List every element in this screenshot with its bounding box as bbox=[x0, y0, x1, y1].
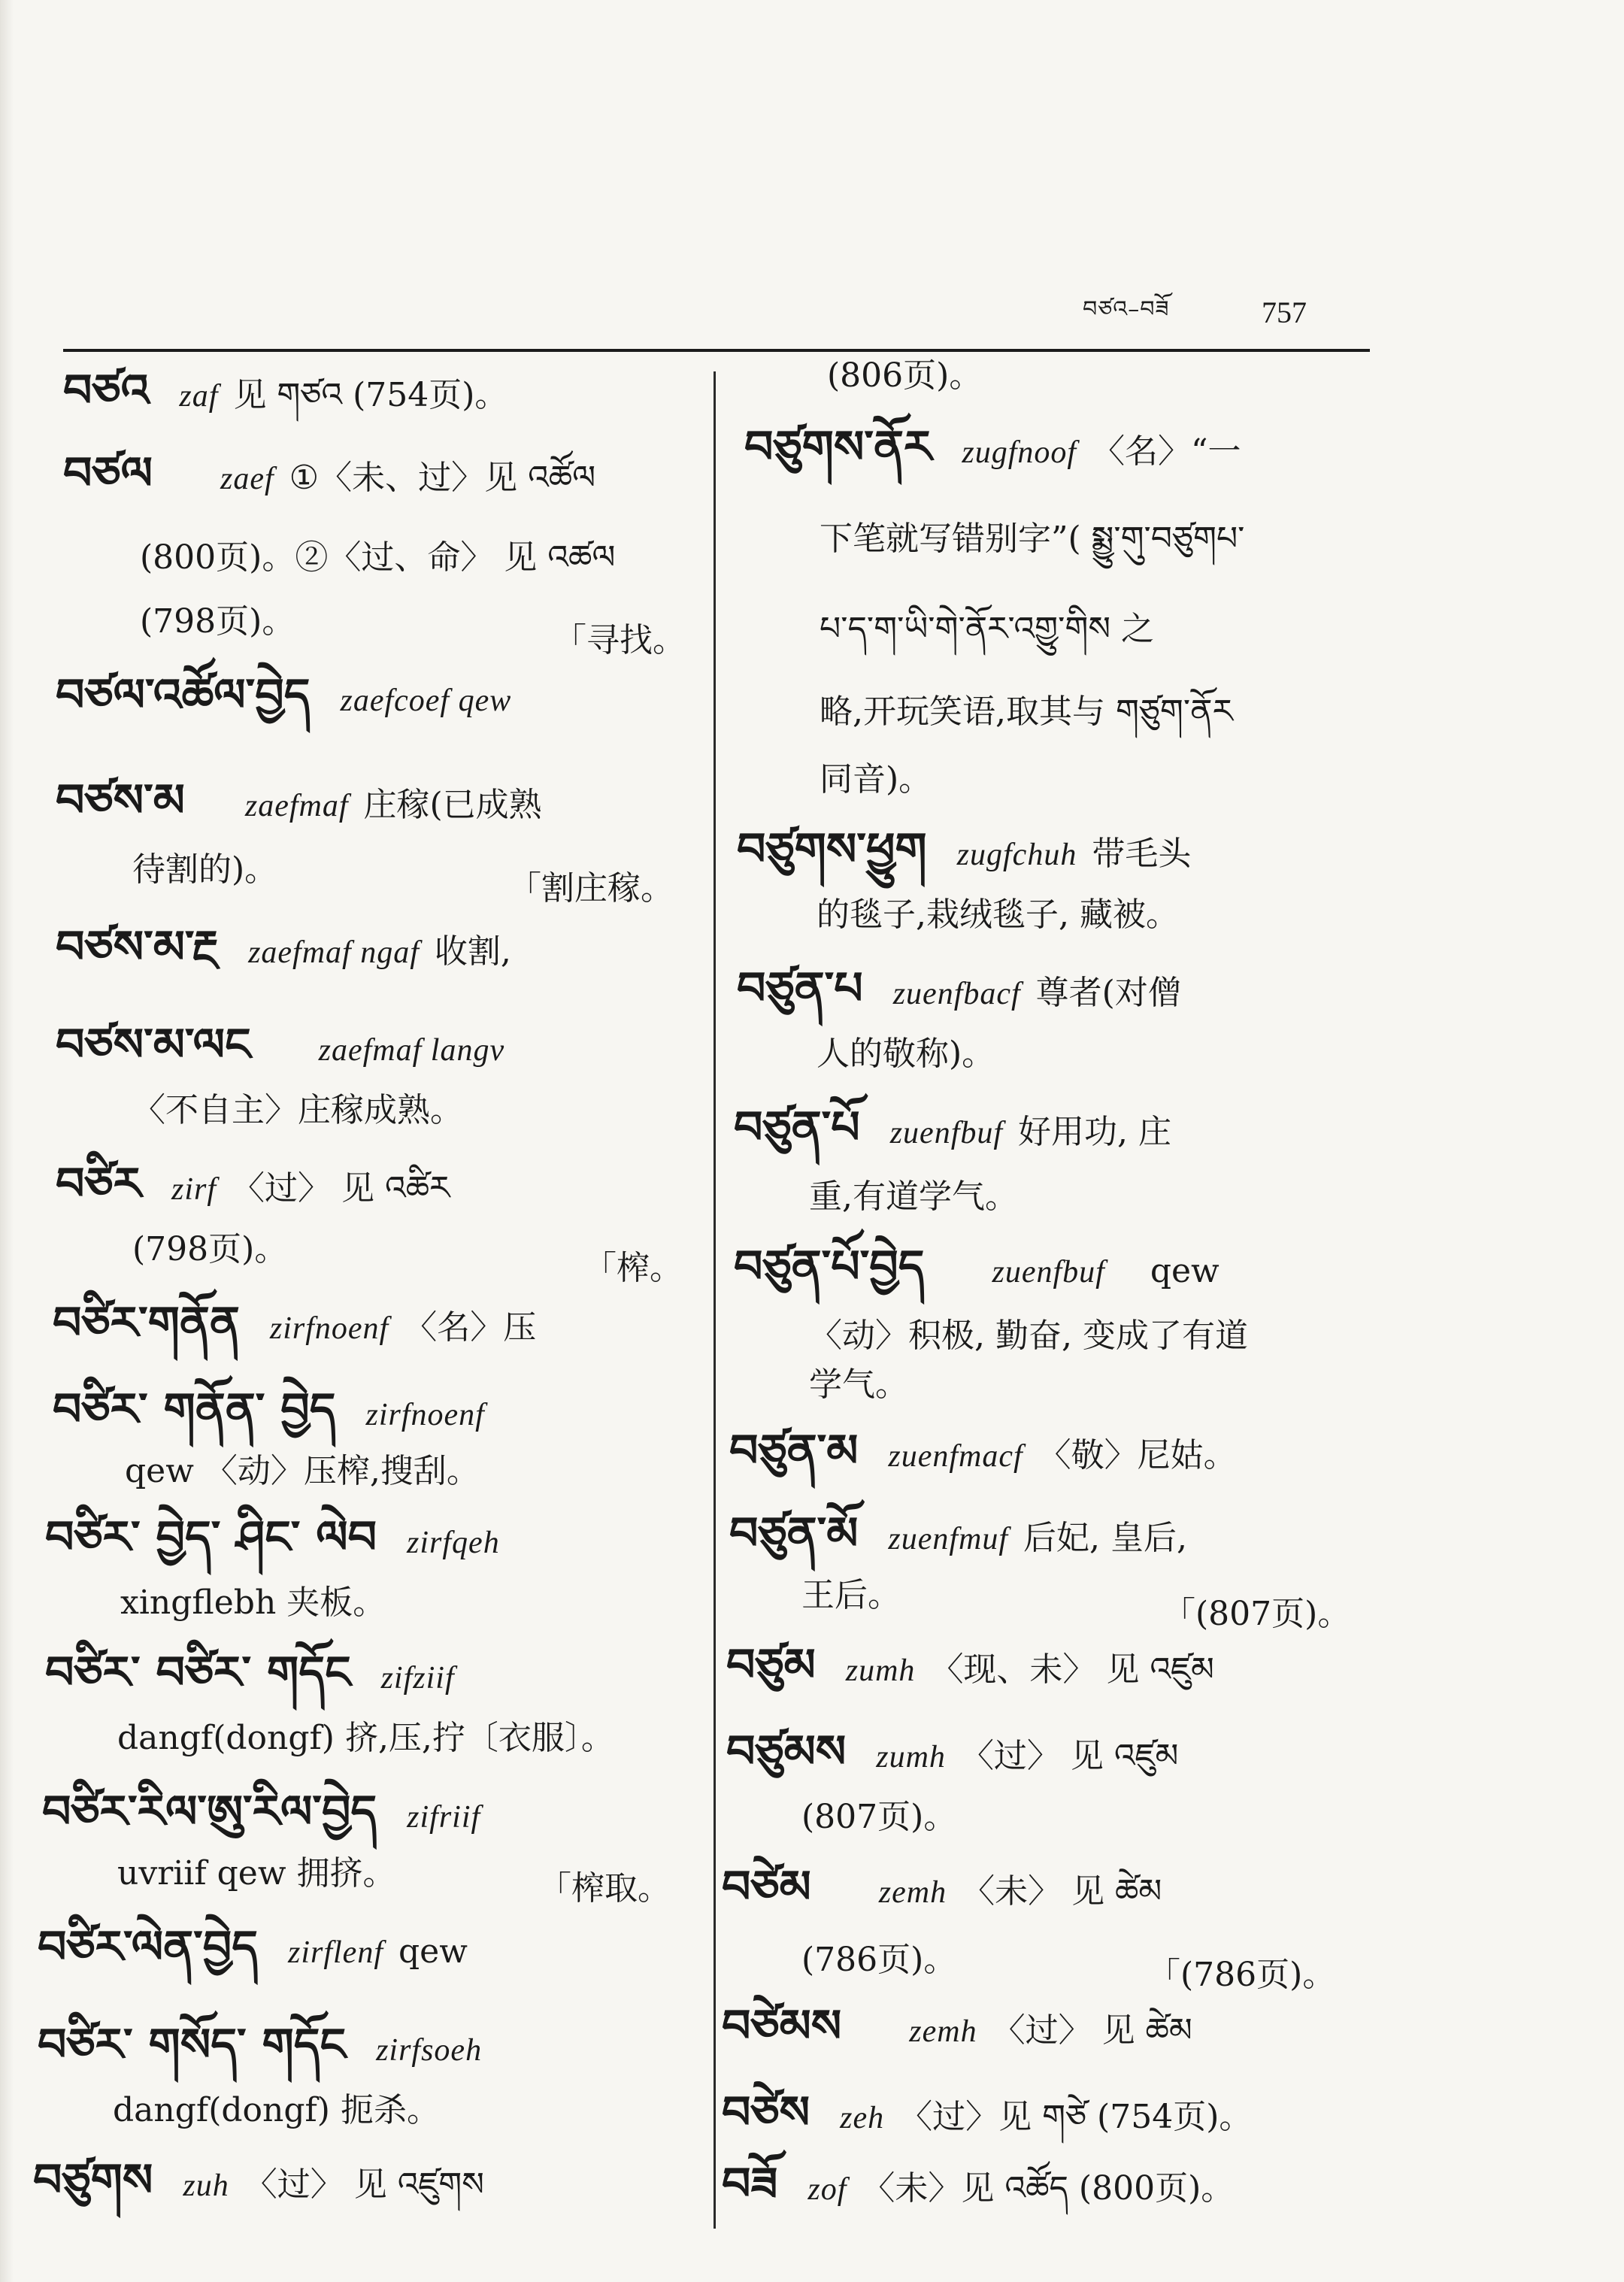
entry-continuation: (798页)。 bbox=[132, 1230, 288, 1268]
entry-continuation: 下笔就写错别字”( སྨྱུ་གུ་བཙུགཔ་ bbox=[820, 520, 1245, 558]
entry-definition: 〈未〉 见 ཚེམ bbox=[962, 1872, 1162, 1911]
entry-romanization: zaef bbox=[220, 462, 274, 496]
entry-headword: བཙུན་པ bbox=[737, 962, 863, 1015]
dictionary-entry bbox=[33, 2154, 484, 2207]
entry-romanization: zof bbox=[807, 2172, 847, 2207]
entry-definition: 后妃, 皇后, bbox=[1023, 1519, 1187, 1557]
entry-continuation: (806页)。 bbox=[827, 356, 983, 395]
entry-headword: བཙིར bbox=[56, 1158, 141, 1211]
entry-romanization: zaefmaf bbox=[244, 789, 349, 823]
entry-continuation: 略,开玩笑语,取其与 གཙུག་ནོར bbox=[820, 692, 1233, 731]
entry-continuation: 的毯子,栽绒毯子, 藏被。 bbox=[817, 896, 1179, 934]
entry-romanization: zirfsoeh bbox=[376, 2033, 483, 2068]
entry-definition: 庄稼(已成熟 bbox=[363, 786, 542, 824]
entry-headword: བཙེམས bbox=[722, 2000, 842, 2053]
entry-continuation: 学气。 bbox=[809, 1365, 908, 1404]
entry-continuation: 〈动〉积极, 勤奋, 变成了有道 bbox=[809, 1317, 1248, 1355]
entry-continuation: (807页)。 bbox=[801, 1798, 957, 1836]
dictionary-entry bbox=[53, 1297, 537, 1350]
entry-headword: བཙུམས bbox=[726, 1726, 847, 1778]
entry-romanization: zifziif bbox=[380, 1661, 455, 1696]
dictionary-entry bbox=[729, 1508, 1187, 1560]
entry-romanization: zirfnoenf bbox=[365, 1398, 485, 1432]
entry-romanization: zirf bbox=[171, 1172, 217, 1207]
entry-definition: 收割, bbox=[434, 932, 511, 971]
entry-romanization: zaf bbox=[179, 379, 219, 414]
entry-headword: བཙུན་པོ་བྱེད bbox=[734, 1241, 925, 1293]
entry-headword: བཙས་མ bbox=[56, 774, 185, 827]
entry-continuation: 〈不自主〉庄稼成熟。 bbox=[132, 1091, 463, 1129]
entry-definition: 带毛头 bbox=[1092, 835, 1192, 873]
dictionary-entry bbox=[737, 823, 1192, 876]
entry-headword: བཙས་མ་རྔ bbox=[56, 921, 219, 974]
entry-continuation: uvriif qew 拥挤。 bbox=[117, 1854, 396, 1893]
page-edge bbox=[0, 0, 14, 2282]
entry-definition: 〈过〉 见 འཛུགས bbox=[244, 2165, 484, 2204]
entry-definition: 〈过〉见 གཙེ (754页)。 bbox=[899, 2098, 1253, 2136]
dictionary-entry bbox=[737, 962, 1181, 1015]
entry-headword: བཙའ bbox=[63, 365, 150, 417]
entry-definition: 〈名〉压 bbox=[404, 1308, 537, 1347]
entry-romanization: zemh bbox=[878, 1875, 947, 1910]
entry-definition: 尊者(对僧 bbox=[1035, 974, 1181, 1012]
entry-romanization: zirfnoenf bbox=[269, 1311, 389, 1346]
dictionary-entry bbox=[56, 774, 542, 827]
entry-headword: བཙལ་འཚོལ་བྱེད bbox=[56, 669, 311, 722]
entry-romanization: zuenfbuf bbox=[992, 1255, 1105, 1289]
entry-headword: བཙུམ bbox=[726, 1639, 816, 1692]
entry-romanization: zeh bbox=[840, 2101, 885, 2135]
entry-definition: ①〈未、过〉见 འཚོལ bbox=[289, 459, 596, 497]
entry-continuation: qew 〈动〉压榨,搜刮。 bbox=[125, 1452, 480, 1490]
dictionary-entry bbox=[744, 421, 1241, 474]
entry-headword: བཙིར་ གསོད་ གདོང bbox=[38, 2019, 347, 2071]
entry-romanization: zuenfbacf bbox=[892, 977, 1021, 1011]
margin-note: 「寻找。 bbox=[553, 621, 686, 659]
header-rule bbox=[63, 349, 1370, 352]
entry-headword: བཙུན་པོ bbox=[734, 1102, 860, 1154]
entry-continuation: dangf(dongf) 扼杀。 bbox=[113, 2091, 440, 2129]
dictionary-entry bbox=[63, 365, 508, 417]
entry-headword: བཙིར་རིལ་ཨུ་རིལ་བྱེད bbox=[42, 1786, 377, 1838]
dictionary-entry bbox=[45, 1647, 470, 1699]
entry-romanization: zumh bbox=[876, 1740, 946, 1774]
entry-headword: བཙིར་ བྱེད་ ཤིང་ ལེབ bbox=[45, 1511, 377, 1564]
entry-headword: བཙིར་ལེན་བྱེད bbox=[38, 1921, 258, 1974]
entry-headword: བཙིར་གནོན bbox=[53, 1297, 240, 1350]
entry-romanization: zuenfmuf bbox=[888, 1522, 1009, 1556]
entry-headword: བཙེས bbox=[722, 2087, 810, 2139]
dictionary-entry bbox=[56, 1019, 520, 1071]
entry-romanization: zugfnoof bbox=[962, 435, 1077, 470]
entry-continuation: 人的敬称)。 bbox=[817, 1035, 995, 1073]
dictionary-entry bbox=[734, 1241, 1220, 1293]
page-number: 757 bbox=[1262, 295, 1307, 329]
margin-note: 「(786页)。 bbox=[1147, 1956, 1336, 1994]
entry-continuation: (786页)。 bbox=[801, 1941, 957, 1979]
entry-continuation: 王后。 bbox=[801, 1576, 901, 1614]
entry-definition: 〈现、未〉 见 འཛུམ bbox=[930, 1650, 1214, 1689]
entry-continuation: 重,有道学气。 bbox=[809, 1177, 1018, 1216]
dictionary-entry bbox=[45, 1511, 515, 1564]
entry-continuation: xingflebh 夹板。 bbox=[120, 1583, 386, 1622]
entry-headword: བཙལ bbox=[63, 447, 153, 500]
margin-note: 「榨取。 bbox=[538, 1869, 671, 1908]
entry-definition: 〈敬〉尼姑。 bbox=[1038, 1436, 1237, 1474]
entry-headword: བཟོ bbox=[722, 2158, 778, 2211]
dictionary-entry bbox=[722, 2087, 1253, 2139]
entry-continuation: པ་ད་ག་ཡི་གེ་ནོར་འགྱུ་གིས 之 bbox=[820, 610, 1155, 648]
entry-headword: བཙུགས bbox=[33, 2154, 153, 2207]
dictionary-entry bbox=[42, 1786, 495, 1838]
entry-headword: བཙུགས་ཕྱུག bbox=[737, 823, 927, 876]
entry-headword: བཙུན་མ bbox=[729, 1425, 859, 1477]
margin-note: 「榨。 bbox=[583, 1249, 683, 1287]
entry-headword: བཙིར་ གནོན་ བྱེད bbox=[53, 1383, 336, 1436]
entry-romanization: zifriif bbox=[407, 1800, 481, 1835]
dictionary-entry bbox=[38, 1921, 468, 1974]
dictionary-entry bbox=[63, 447, 596, 500]
entry-romanization: zaefmaf langv bbox=[318, 1033, 505, 1068]
entry-headword: བཙུགས་ནོར bbox=[744, 421, 932, 474]
entry-romanization: zuenfmacf bbox=[888, 1439, 1023, 1474]
margin-note: 「割庄稼。 bbox=[508, 869, 674, 908]
dictionary-entry bbox=[722, 2158, 1235, 2211]
entry-headword: བཙས་མ་ལང bbox=[56, 1019, 251, 1071]
dictionary-entry bbox=[726, 1639, 1214, 1692]
entry-headword: བཙིར་ བཙིར་ གདོང bbox=[45, 1647, 351, 1699]
entry-romanization: zuh bbox=[183, 2168, 229, 2203]
dictionary-entry bbox=[722, 2000, 1192, 2053]
dictionary-entry bbox=[38, 2019, 497, 2071]
entry-definition: qew bbox=[1150, 1252, 1220, 1290]
dictionary-entry bbox=[734, 1102, 1172, 1154]
entry-definition: 〈过〉 见 འཚིར bbox=[232, 1169, 450, 1208]
entry-romanization: zuenfbuf bbox=[889, 1116, 1004, 1150]
entry-romanization: zaefmaf ngaf bbox=[248, 935, 420, 970]
entry-continuation: 待割的)。 bbox=[132, 850, 278, 889]
dictionary-entry bbox=[56, 1158, 450, 1211]
entry-definition: qew bbox=[398, 1932, 468, 1971]
header-range: བཙའ–བཟོ bbox=[1083, 296, 1170, 323]
entry-continuation: (800页)。②〈过、命〉 见 འཚལ bbox=[140, 538, 616, 577]
dictionary-entry bbox=[726, 1726, 1179, 1778]
dictionary-entry bbox=[56, 921, 511, 974]
column-divider bbox=[714, 371, 716, 2229]
entry-definition: 〈过〉 见 ཚེམ bbox=[992, 2011, 1192, 2050]
entry-definition: 见 གཙའ (754页)。 bbox=[233, 376, 508, 414]
entry-definition: 〈过〉 见 འཛུམ bbox=[960, 1737, 1179, 1775]
dictionary-entry bbox=[729, 1425, 1237, 1477]
entry-definition: 好用功, 庄 bbox=[1018, 1113, 1172, 1151]
entry-romanization: zumh bbox=[845, 1653, 916, 1688]
entry-continuation: 同音)。 bbox=[820, 760, 932, 799]
entry-continuation: (798页)。 bbox=[140, 602, 295, 641]
entry-continuation: dangf(dongf) 挤,压,拧〔衣服〕。 bbox=[117, 1719, 614, 1757]
entry-headword: བཙེམ bbox=[722, 1861, 811, 1914]
entry-romanization: zemh bbox=[909, 2014, 977, 2049]
entry-headword: བཙུན་མོ bbox=[729, 1508, 859, 1560]
dictionary-entry bbox=[722, 1861, 1162, 1914]
entry-definition: 〈名〉“一 bbox=[1092, 432, 1241, 471]
entry-definition: 〈未〉见 འཚོད (800页)。 bbox=[862, 2169, 1235, 2208]
entry-romanization: zirfqeh bbox=[407, 1526, 500, 1560]
dictionary-entry bbox=[56, 669, 526, 722]
entry-romanization: zaefcoef qew bbox=[340, 683, 512, 718]
dictionary-entry bbox=[53, 1383, 500, 1436]
entry-romanization: zirflenf bbox=[287, 1935, 383, 1970]
margin-note: 「(807页)。 bbox=[1162, 1595, 1351, 1633]
entry-romanization: zugfchuh bbox=[956, 838, 1077, 872]
